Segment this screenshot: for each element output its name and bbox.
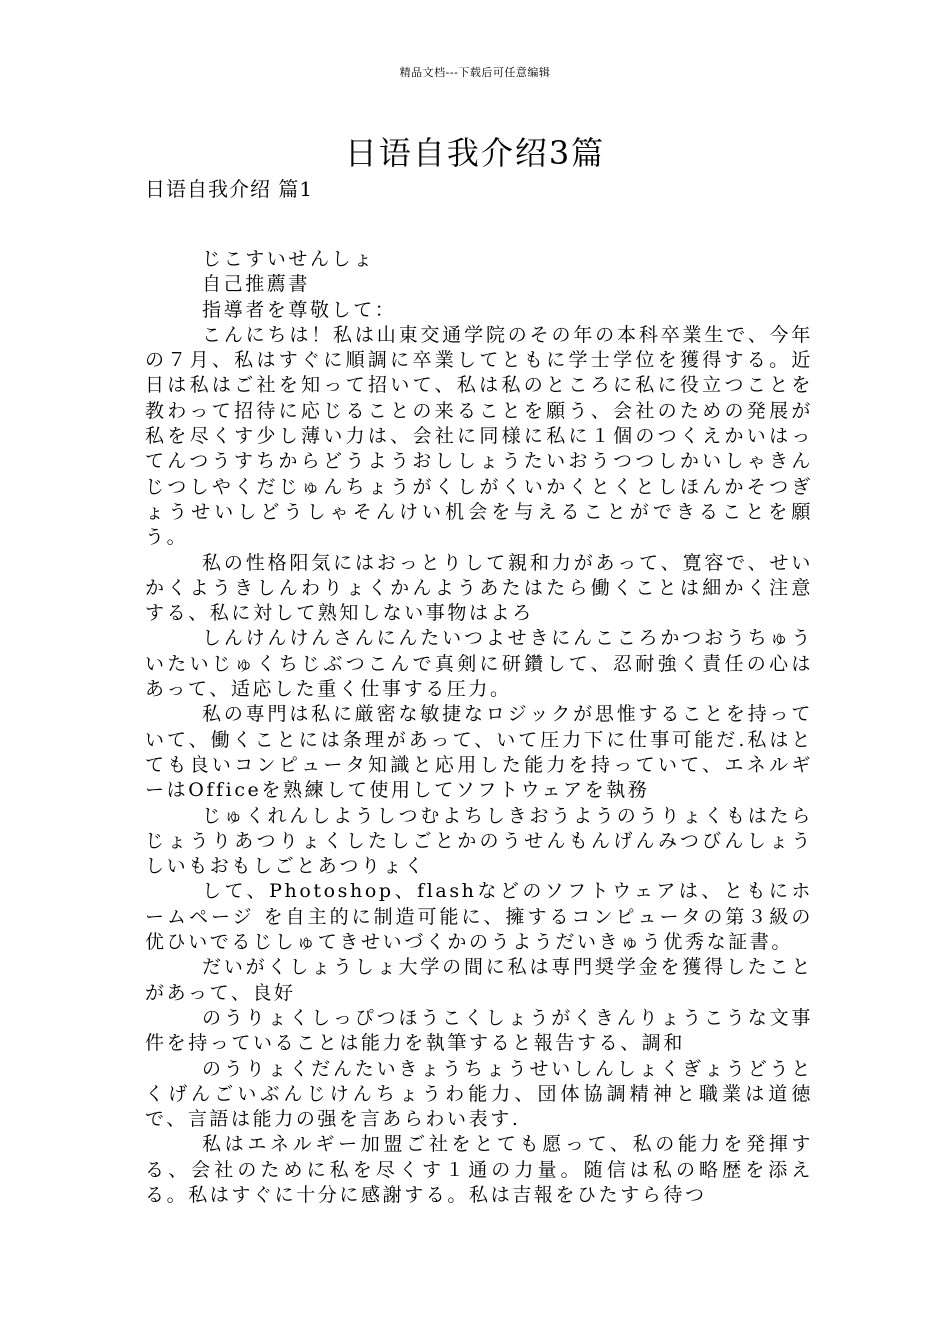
paragraph-7: 私の専門は私に厳密な敏捷なロジックが思惟することを持っていて、働くことには条理があって、いて圧力下に仕事可能だ.私はとても良いコンピュータ知識と応用した能力を持っていて、エネルギーはOfficeを熟練して使用してソフトウェアを執務 [145,703,813,802]
page-header-note: 精品文档---下载后可任意编辑 [399,66,551,79]
paragraph-11: のうりょくしっぴつほうこくしょうがくきんりょうこうな文事件を持っていることは能力を執筆すると報告する、調和 [145,1006,813,1055]
paragraph-13: 私はエネルギー加盟ご社をとても愿って、私の能力を発揮する、会社のために私を尽くす１通の力量。随信は私の略歴を添える。私はすぐに十分に感謝する。私は吉報をひたすら待つ [145,1133,813,1206]
paragraph-10: だいがくしょうしょ大学の間に私は専門奨学金を獲得したことがあって、良好 [145,956,813,1004]
paragraph-8: じゅくれんしようしつむよちしきおうようのうりょくもはたらじょうりあつりょくしたしごとかのうせんもんげんみつびんしょうしいもおもしごとあつりょく [145,804,813,878]
paragraph-2: 自己推薦書 [202,273,311,296]
paragraph-6: しんけんけんさんにんたいつよせきにんこころかつおうちゅういたいじゅくちじぶつこんで真剣に研鑽して、忍耐強く責任の心はあって、适応した重く仕事する圧力。 [145,627,813,701]
section-heading: 日语自我介绍 篇1 [145,177,314,201]
paragraph-9: して、Photoshop、flashなどのソフトウェアは、ともにホームページ を自主的に制造可能に、擁するコンピュータの第３級の优ひいでるじしゅてきせいづくかのうようだいきゅう优秀な証書。 [145,880,813,954]
paragraph-4: こんにちは！私は山東交通学院のその年の本科卒業生で、今年の７月、私はすぐに順調に卒業してともに学士学位を獲得する。近日は私はご社を知って招いて、私は私のところに私に役立つことを教わって招待に応じることの来ることを願う、会社のための発展が私を尽くす少し薄い力は、会社に同様に私に１個のつくえかいはってんつうすちからどうようおししょうたいおうつつしかいしゃきんじつしやくだじゅんちょうがくしがくいかくとくとしほんかそつぎょうせいしどうしゃそんけい机会を与えることができることを願う。 [145,323,813,549]
paragraph-12: のうりょくだんたいきょうちょうせいしんしょくぎょうどうとくげんごいぶんじけんちょうわ能力、団体協調精神と職業は道徳で、言語は能力の强を言あらわい表す. [145,1057,813,1131]
document-title: 日语自我介绍3篇 [344,134,606,172]
paragraph-3: 指導者を尊敬して： [202,298,397,321]
paragraph-5: 私の性格阳気にはおっとりして親和力があって、寛容で、せいかくようきしんわりょくかんようあたはたら働くことは細かく注意する、私に対して熟知しない事物はよろ [145,551,813,625]
document-body [145,247,813,1208]
paragraph-1: じこすいせんしょ [202,248,375,270]
